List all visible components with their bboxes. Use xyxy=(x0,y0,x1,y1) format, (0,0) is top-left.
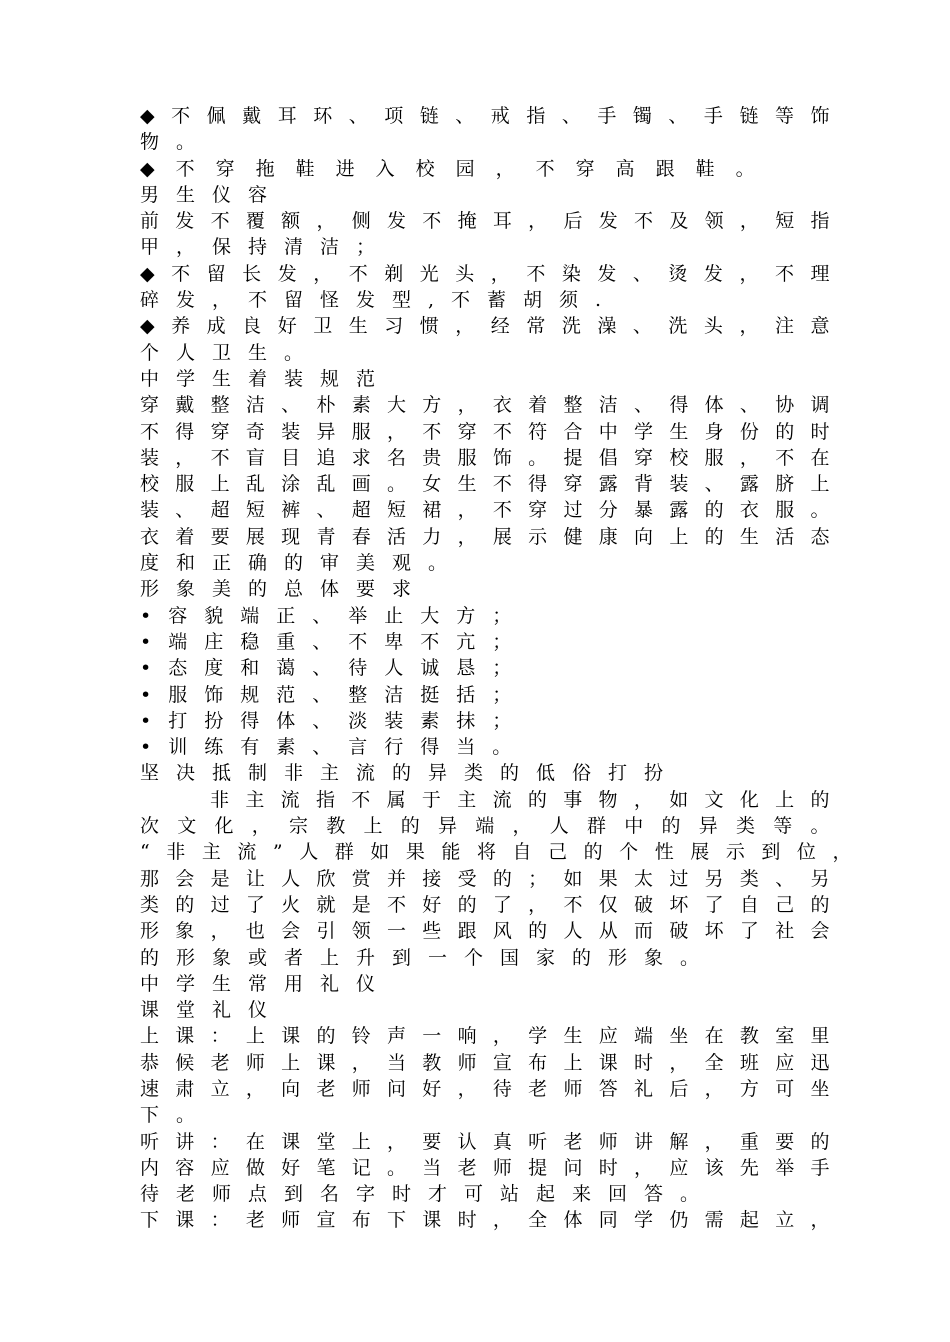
text-line: 装、超短裤、超短裙，不穿过分暴露的衣服。 xyxy=(140,499,830,522)
section-heading: 中学生着装规范 xyxy=(140,367,393,390)
text-line: ◆不穿拖鞋进入校园，不穿高跟鞋。 xyxy=(140,157,776,180)
text-line: 校服上乱涂乱画。女生不得穿露背装、露脐上 xyxy=(140,473,830,496)
bullet-item: •态度和蔼、待人诚恳； xyxy=(140,657,529,680)
section-heading: 坚决抵制非主流的异类的低俗打扮 xyxy=(140,762,681,785)
text-line: 待老师点到名字时才可站起来回答。 xyxy=(140,1183,717,1206)
text-line: 类的过了火就是不好的了，不仅破坏了自己的 xyxy=(140,893,830,916)
text-line: “非主流”人群如果能将自己的个性展示到位， xyxy=(140,841,852,864)
text-line: 速肃立，向老师问好，待老师答礼后，方可坐 xyxy=(140,1077,830,1100)
text-line: 次文化，宗教上的异端，人群中的异类等。 xyxy=(140,815,830,838)
bullet-item: •端庄稳重、不卑不亢； xyxy=(140,630,529,653)
text-line: 那会是让人欣赏并接受的；如果太过另类、另 xyxy=(140,867,830,890)
section-heading: 中学生常用礼仪 xyxy=(140,972,393,995)
text-line: 甲，保持清洁； xyxy=(140,236,393,259)
text-line: 前发不覆额，侧发不掩耳，后发不及领，短指 xyxy=(140,210,830,233)
text-line: ◆养成良好卫生习惯，经常洗澡、洗头，注意 xyxy=(140,315,830,338)
bullet-item: •容貌端正、举止大方； xyxy=(140,604,529,627)
text-line: 物。 xyxy=(140,131,213,154)
section-heading: 课堂礼仪 xyxy=(140,999,285,1022)
text-line: 内容应做好笔记。当老师提问时，应该先举手 xyxy=(140,1156,830,1179)
text-line: 下课：老师宣布下课时，全体同学仍需起立， xyxy=(140,1209,830,1232)
text-line: 度和正确的审美观。 xyxy=(140,552,465,575)
text-line: 非主流指不属于主流的事物，如文化上的 xyxy=(210,788,830,811)
section-heading: 形象美的总体要求 xyxy=(140,578,429,601)
text-line: 衣着要展现青春活力，展示健康向上的生活态 xyxy=(140,525,830,548)
bullet-item: •服饰规范、整洁挺括； xyxy=(140,683,529,706)
text-line: 个人卫生。 xyxy=(140,341,321,364)
text-line: 上课：上课的铃声一响，学生应端坐在教室里 xyxy=(140,1025,830,1048)
text-line: ◆不佩戴耳环、项链、戒指、手镯、手链等饰 xyxy=(140,105,830,127)
text-line: 形象，也会引领一些跟风的人从而破坏了社会 xyxy=(140,920,830,943)
text-line: 的形象或者上升到一个国家的形象。 xyxy=(140,946,717,969)
text-line: 穿戴整洁、朴素大方，衣着整洁、得体、协调 xyxy=(140,394,830,417)
document-body xyxy=(140,103,852,1234)
bullet-item: •打扮得体、淡装素抹； xyxy=(140,709,529,732)
text-line: ◆不留长发，不剃光头，不染发、烫发，不理 xyxy=(140,262,830,285)
text-line: 碎发，不留怪发型,不蓄胡须. xyxy=(140,289,619,312)
bullet-item: •训练有素、言行得当。 xyxy=(140,736,529,759)
text-line: 下。 xyxy=(140,1104,213,1127)
text-line: 恭候老师上课，当教师宣布上课时，全班应迅 xyxy=(140,1051,830,1074)
section-heading: 男生仪容 xyxy=(140,183,285,206)
text-line: 听讲：在课堂上，要认真听老师讲解，重要的 xyxy=(140,1130,830,1153)
text-line: 不得穿奇装异服，不穿不符合中学生身份的时 xyxy=(140,420,830,443)
text-line: 装，不盲目追求名贵服饰。提倡穿校服，不在 xyxy=(140,446,830,469)
